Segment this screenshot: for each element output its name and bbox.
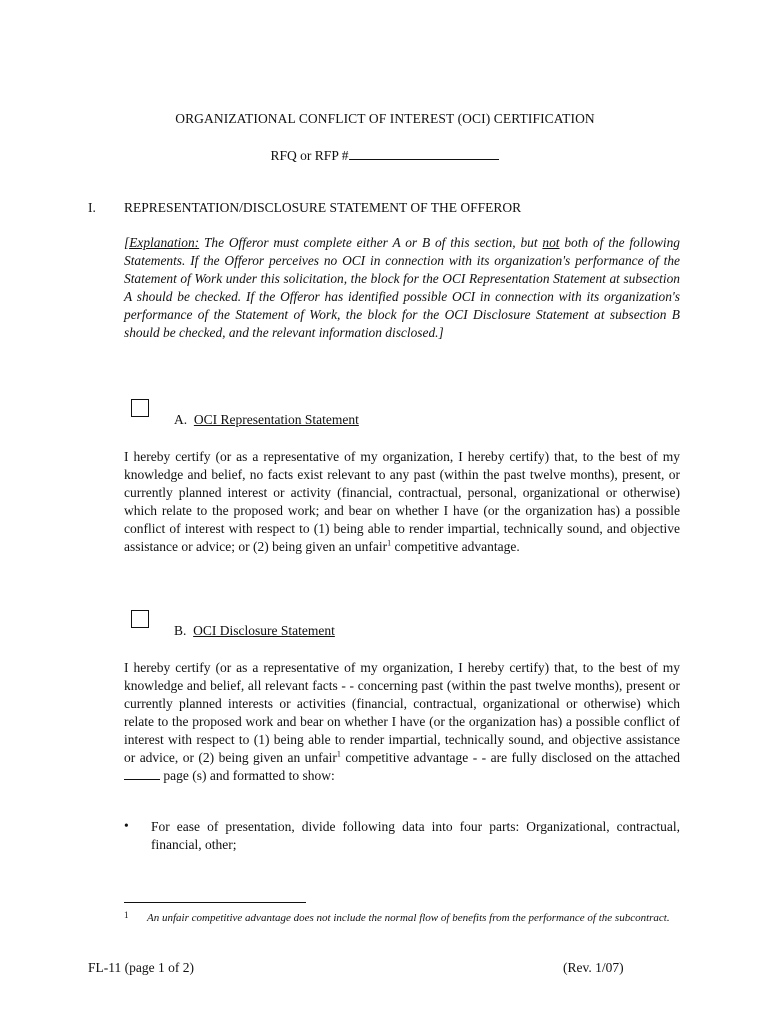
rfq-number-field[interactable] bbox=[349, 147, 499, 160]
form-id: FL-11 (page 1 of 2) bbox=[88, 960, 194, 975]
explanation-not: not bbox=[542, 235, 560, 250]
footnote-divider bbox=[124, 902, 306, 903]
section-title: REPRESENTATION/DISCLOSURE STATEMENT OF THE OFFEROR bbox=[124, 200, 522, 215]
subsection-b-letter: B. bbox=[174, 623, 187, 638]
subsection-a-title: OCI Representation Statement bbox=[193, 412, 359, 427]
footnote-ref-a: 1 bbox=[387, 538, 392, 548]
subsection-a-body bbox=[124, 448, 680, 556]
rfq-label: RFQ or RFP # bbox=[270, 148, 349, 163]
bullet-symbol: • bbox=[124, 818, 129, 833]
section-number: I. bbox=[88, 200, 96, 215]
oci-representation-checkbox[interactable] bbox=[131, 399, 149, 417]
subsection-b-text-1: I hereby certify (or as a representative of my organization, I hereby certify) that, to the best of my knowledge and belief, all relevant facts - - concerning past (within the past twelve months), present or currently planned interests or activities (financial, contractual, organizational or otherwise) which relate to the proposed work and bear on whether I have (or the organization has) a possible conflict of interest with respect to (1) being able to render impartial, technically sound, and objective assistance or advice, or (2) being given an unfair bbox=[124, 660, 680, 765]
subsection-b-text-2: competitive advantage - - are fully disclosed on the attached bbox=[340, 750, 680, 765]
subsection-b-body bbox=[124, 659, 680, 785]
explanation-text-2: both of the following Statements. If the Offeror perceives no OCI in connection with its organization's performance of the Statement of Work under this solicitation, the block for the OCI Representation Statement at subsection A should be checked. If the Offeror has identified possible OCI in connection with its organization's performance of the Statement of Work, the block for the OCI Disclosure Statement at subsection B should be checked, and the relevant information disclosed.] bbox=[124, 235, 680, 340]
revision-label: (Rev. 1/07) bbox=[563, 960, 624, 975]
footnote-mark: 1 bbox=[124, 910, 129, 920]
footnote-text: An unfair competitive advantage does not include the normal flow of benefits from the performance of the subcontract. bbox=[147, 912, 670, 924]
page-count-field[interactable] bbox=[124, 768, 160, 780]
document-title: ORGANIZATIONAL CONFLICT OF INTEREST (OCI) CERTIFICATION bbox=[175, 111, 595, 126]
subsection-b-heading bbox=[174, 623, 335, 639]
bullet-text: For ease of presentation, divide following data into four parts: Organizational, contractual, financial, other; bbox=[151, 819, 680, 852]
subsection-b-text-3: page (s) and formatted to show: bbox=[160, 768, 335, 783]
subsection-a-letter: A. bbox=[174, 412, 188, 427]
explanation-label: [Explanation: bbox=[124, 235, 200, 250]
subsection-a-text-2: competitive advantage. bbox=[391, 539, 520, 554]
subsection-a-text-1: I hereby certify (or as a representative of my organization, I hereby certify) that, to the best of my knowledge and belief, no facts exist relevant to any past (within the past twelve months), present, or currently planned interest or activity (financial, contractual, personal, organizational or otherwise) which relate to the proposed work; and bear on whether I have (or the organization has) a possible conflict of interest with respect to (1) being able to render impartial, technically sound, and objective assistance or advice; or (2) being given an unfair bbox=[124, 449, 680, 554]
rfq-line bbox=[0, 147, 770, 164]
footnote-ref-b: 1 bbox=[336, 749, 341, 759]
subsection-a-heading bbox=[174, 412, 359, 428]
oci-disclosure-checkbox[interactable] bbox=[131, 610, 149, 628]
explanation-text-1: The Offeror must complete either A or B of this section, but bbox=[199, 235, 543, 250]
subsection-b-title: OCI Disclosure Statement bbox=[193, 623, 335, 638]
explanation-paragraph bbox=[124, 234, 680, 342]
